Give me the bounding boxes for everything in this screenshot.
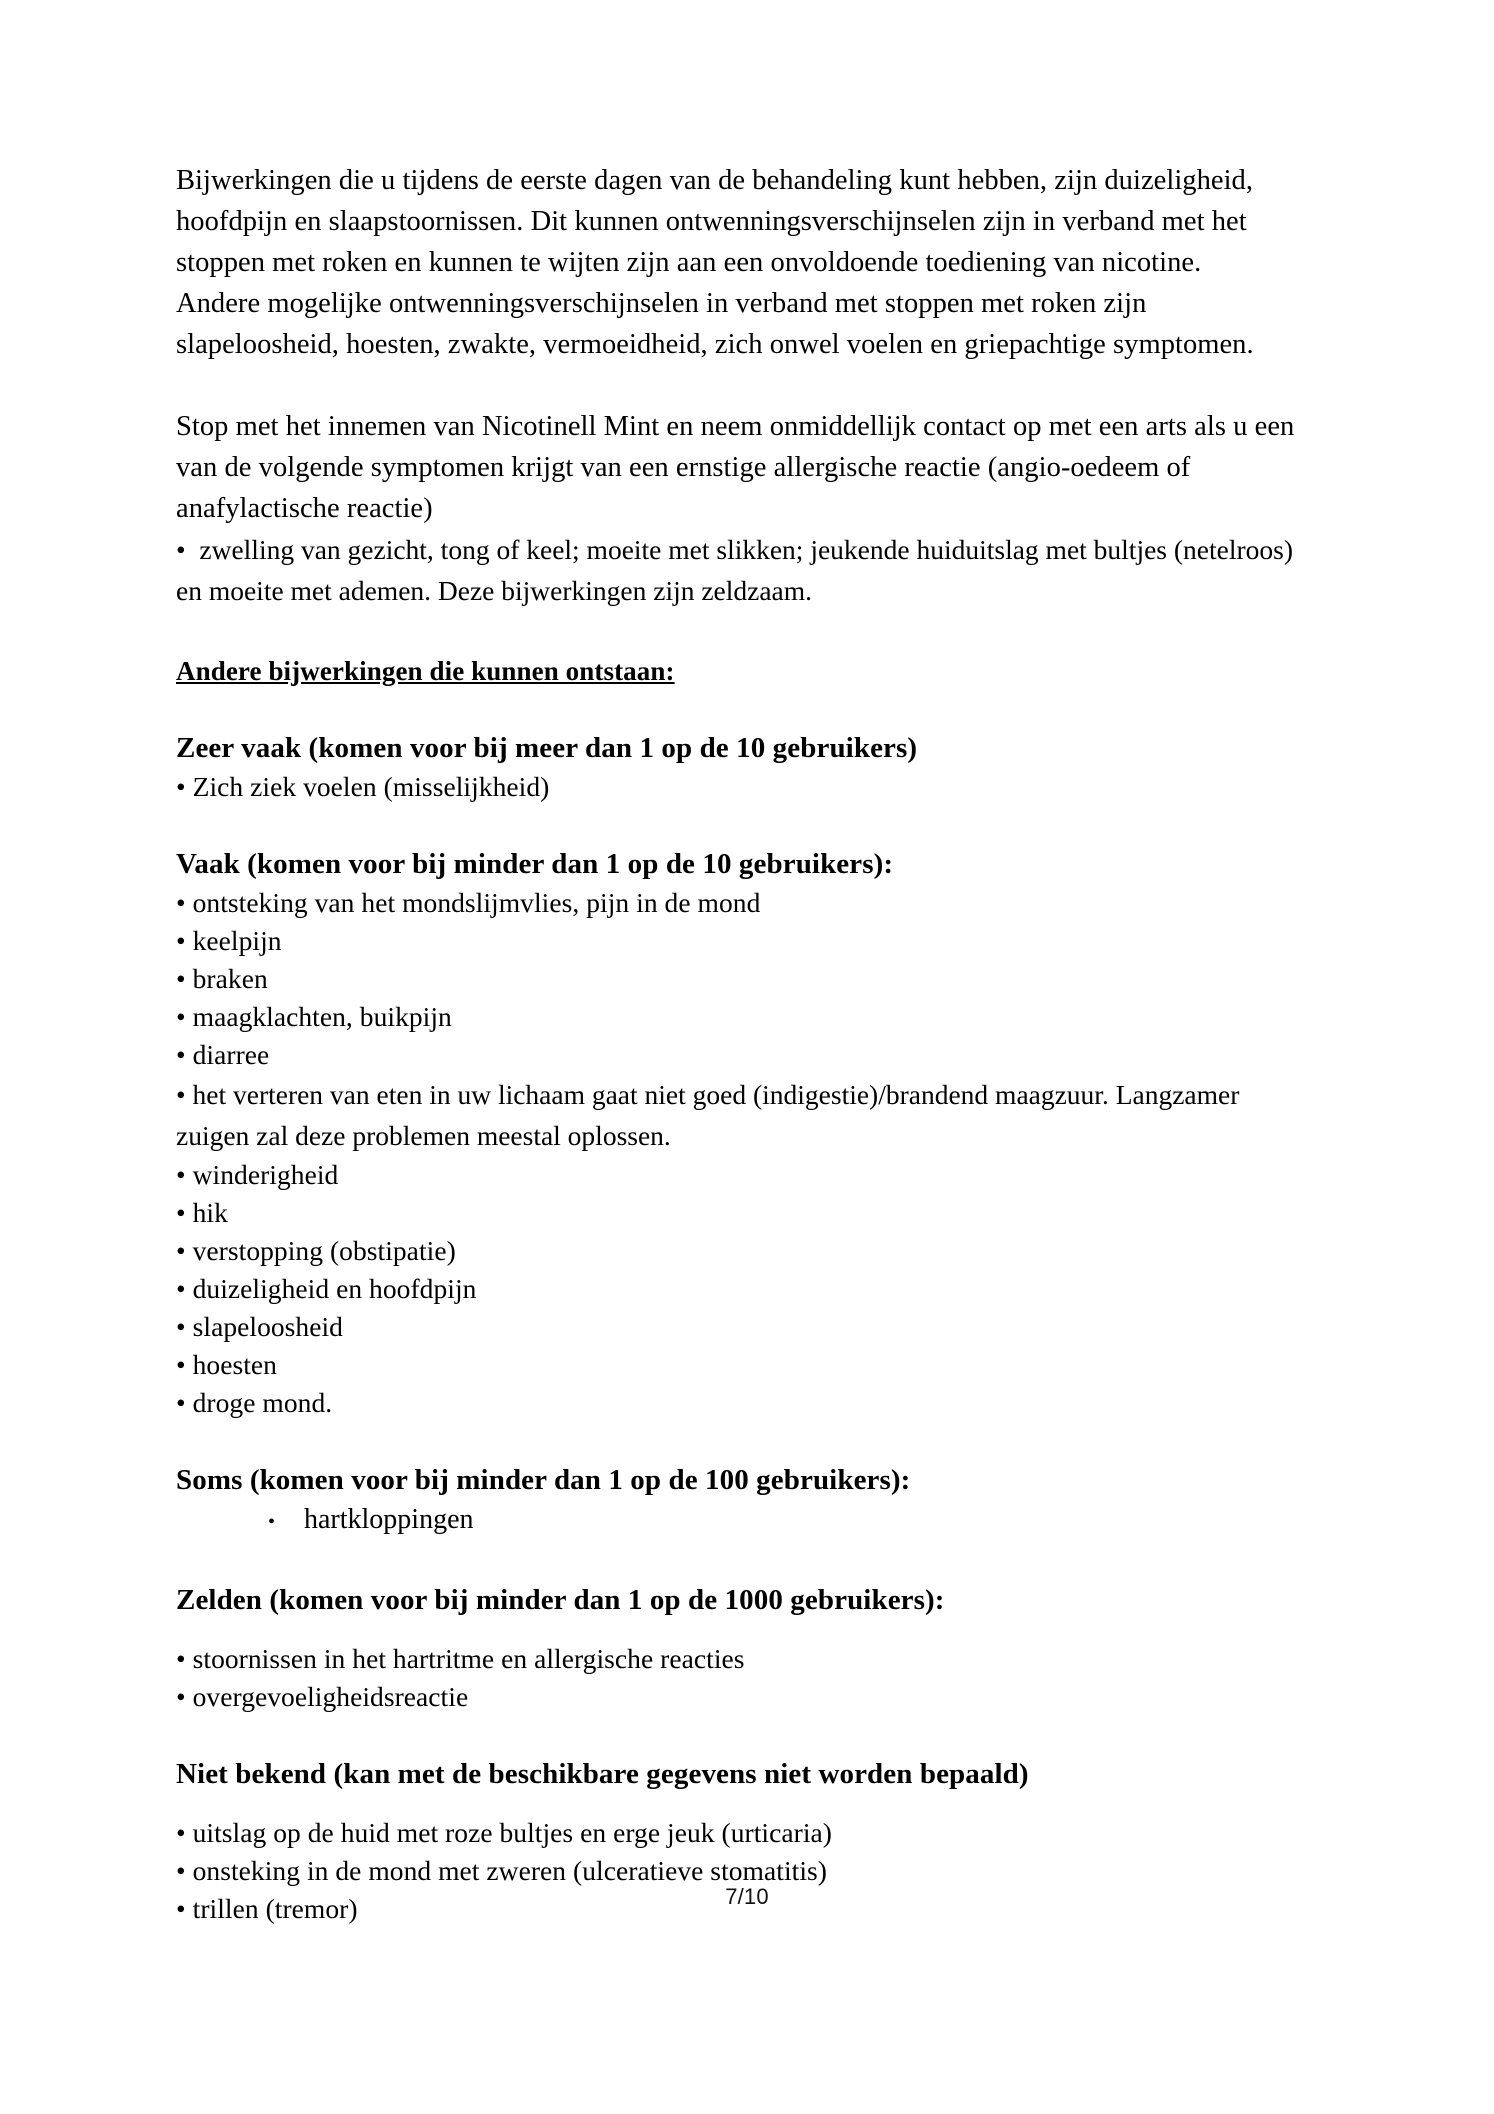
bullet-icon: • (176, 925, 186, 956)
bullet-icon: • (176, 1893, 186, 1924)
list-item-label: keelpijn (192, 925, 282, 956)
spacer (176, 1716, 1316, 1754)
bullet-icon: • (176, 1311, 186, 1342)
bullet-icon: • (176, 1235, 186, 1266)
spacer (176, 1422, 1316, 1460)
heading-soms: Soms (komen voor bij minder dan 1 op de 100 gebruikers): (176, 1464, 911, 1496)
bullet-icon: • (176, 1387, 186, 1418)
bullet-icon: • (176, 1643, 186, 1674)
list-item (176, 1640, 1316, 1678)
list-item-label: braken (192, 963, 268, 994)
list-item (176, 1074, 1316, 1156)
bullet-icon: • (176, 771, 186, 802)
list-item (176, 922, 1316, 960)
allergy-bullet-item (176, 529, 1316, 611)
bullet-icon: • (176, 1039, 186, 1070)
list-item-label: maagklachten, buikpijn (192, 1001, 452, 1032)
bullet-icon: • (176, 1855, 186, 1886)
list-item (176, 1384, 1316, 1422)
list-item (176, 1346, 1316, 1384)
heading-niet-bekend: Niet bekend (kan met de beschikbare gegevens niet worden bepaald) (176, 1758, 1029, 1790)
list-item (176, 1156, 1316, 1194)
list-item-label: hartkloppingen (304, 1504, 474, 1535)
list-item (176, 1036, 1316, 1074)
list-item (176, 1194, 1316, 1232)
bullet-icon: • (176, 1079, 186, 1110)
bullet-icon: • (176, 1273, 186, 1304)
heading-zeer-vaak: Zeer vaak (komen voor bij meer dan 1 op de 10 gebruikers) (176, 732, 918, 764)
page-number-footer: 7/10 (725, 1884, 769, 1909)
list-item (176, 998, 1316, 1036)
list-item-label: droge mond. (192, 1387, 333, 1418)
allergy-warning-paragraph: Stop met het innemen van Nicotinell Mint en neem onmiddellijk contact op met een arts als u een van de volgende symptomen krijgt van een ernstige allergische reactie (angio-oedeem of anafylactische reactie) (176, 411, 1295, 524)
list-item-label: het verteren van eten in uw lichaam gaat niet goed (indigestie)/brandend maagzuur. Langzamer zuigen zal deze problemen meestal oplossen. (176, 1079, 1240, 1151)
bullet-icon: • (176, 534, 186, 565)
list-item-label: overgevoeligheidsreactie (192, 1681, 469, 1712)
list-item (176, 1678, 1316, 1716)
list-item-label: verstopping (obstipatie) (192, 1235, 456, 1266)
intro-paragraph-1: Bijwerkingen die u tijdens de eerste dagen van de behandeling kunt hebben, zijn duizeligheid, hoofdpijn en slaapstoornissen. Dit kunnen ontwenningsverschijnselen zijn in verband met het stoppen met roken en kunnen te wijten zijn aan een onvoldoende toediening van nicotine. (176, 165, 1254, 278)
list-item-label: stoornissen in het hartritme en allergische reacties (192, 1643, 745, 1674)
spacer (176, 1542, 1316, 1580)
list-item-label: winderigheid (192, 1159, 339, 1190)
page-content (176, 160, 1316, 1928)
bullet-icon: • (176, 1817, 186, 1848)
list-item (176, 1308, 1316, 1346)
spacer (176, 365, 1316, 406)
list-item-label: duizeligheid en hoofdpijn (192, 1273, 477, 1304)
bullet-icon: • (176, 887, 186, 918)
list-item (176, 768, 1316, 806)
other-effects-heading: Andere bijwerkingen die kunnen ontstaan: (176, 656, 675, 686)
list-item-label: ontsteking van het mondslijmvlies, pijn in de mond (192, 887, 761, 918)
list-item-label: trillen (tremor) (192, 1893, 358, 1924)
list-item-label: Zich ziek voelen (misselijkheid) (192, 771, 550, 802)
list-item (176, 1814, 1316, 1852)
list-item-label: diarree (192, 1039, 270, 1070)
list-item-label: onsteking in de mond met zweren (ulceratieve stomatitis) (192, 1855, 827, 1886)
list-item (176, 884, 1316, 922)
list-item-label: uitslag op de huid met roze bultjes en erge jeuk (urticaria) (192, 1817, 832, 1848)
list-item (176, 1500, 1316, 1542)
spacer (176, 611, 1316, 652)
intro-paragraph-2: Andere mogelijke ontwenningsverschijnselen in verband met stoppen met roken zijn slapeloosheid, hoesten, zwakte, vermoeidheid, zich onwel voelen en griepachtige symptomen. (176, 288, 1254, 360)
bullet-icon: • (176, 963, 186, 994)
spacer (176, 1620, 1316, 1640)
allergy-bullet-text: zwelling van gezicht, tong of keel; moeite met slikken; jeukende huiduitslag met bultjes (netelroos) en moeite met ademen. Deze bijwerkingen zijn zeldzaam. (176, 534, 1293, 606)
list-item (176, 960, 1316, 998)
list-item-label: hoesten (192, 1349, 277, 1380)
bullet-icon: • (176, 1159, 186, 1190)
bullet-icon: • (176, 1001, 186, 1032)
list-item-label: hik (192, 1197, 228, 1228)
heading-vaak: Vaak (komen voor bij minder dan 1 op de 10 gebruikers): (176, 848, 894, 880)
bullet-icon: • (176, 1681, 186, 1712)
spacer (176, 690, 1316, 728)
list-item (176, 1232, 1316, 1270)
bullet-icon: • (176, 1349, 186, 1380)
round-bullet-icon: • (268, 1511, 276, 1533)
spacer (176, 1794, 1316, 1814)
bullet-icon: • (176, 1197, 186, 1228)
spacer (176, 806, 1316, 844)
heading-zelden: Zelden (komen voor bij minder dan 1 op de 1000 gebruikers): (176, 1584, 945, 1616)
list-item-label: slapeloosheid (192, 1311, 343, 1342)
list-item (176, 1270, 1316, 1308)
